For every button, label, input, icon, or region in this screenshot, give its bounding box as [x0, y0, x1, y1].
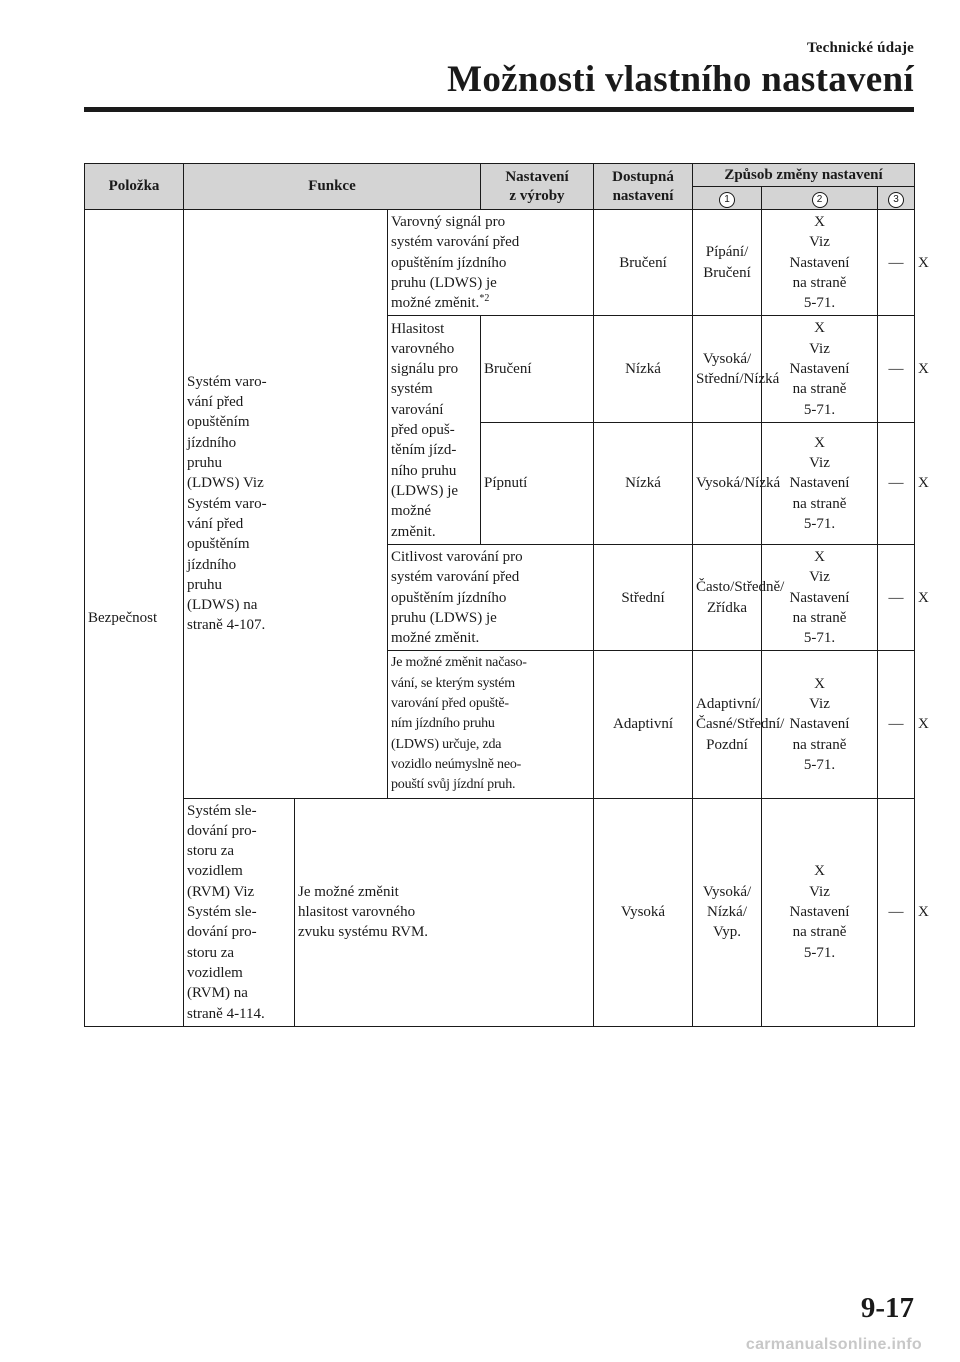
header-method: Způsob změny nastavení: [693, 164, 915, 187]
page-title: Možnosti vlastního nastavení: [447, 59, 914, 100]
function-cell: Je možné změnit načaso- vání, se kterým systém varování před opuště- ním jízdního pruhu (LDWS) určuje, zda vozidlo neúmyslně neo- pouští svůj jízdní pruh.: [388, 651, 594, 798]
footnote-mark: *2: [479, 293, 490, 305]
available-cell: Vysoká/Nízká: [693, 422, 762, 544]
method-1-cell: X Viz Nastavení na straně 5-71.: [762, 798, 878, 1026]
header-factory: Nastavení z výroby: [481, 164, 594, 210]
function-cell: Citlivost varování pro systém varování před opuštěním jízdního pruhu (LDWS) je možné změnit.: [388, 544, 594, 650]
circled-number-2-icon: 2: [812, 192, 828, 208]
watermark: carmanualsonline.info: [745, 1336, 922, 1353]
function-cell: [388, 210, 594, 316]
section-label: Technické údaje: [806, 40, 914, 56]
method-2-cell: —: [878, 651, 915, 798]
page-number: 9-17: [860, 1292, 914, 1324]
factory-cell: Adaptivní: [594, 651, 693, 798]
group-rvm: Systém sle- dování pro- storu za vozidlem (RVM) Viz Systém sle- dování pro- storu za vozidlem (RVM) na straně 4-114.: [184, 798, 295, 1026]
group-volume: Hlasitost varovného signálu pro systém varování před opuš- těním jízd- ního pruhu (LDWS) je možné změnit.: [388, 316, 481, 544]
method-1-cell: X Viz Nastavení na straně 5-71.: [762, 422, 878, 544]
available-cell: Pípání/ Bručení: [693, 210, 762, 316]
method-1-cell: X Viz Nastavení na straně 5-71.: [762, 316, 878, 422]
table-row: Hlasitost varovného signálu pro systém varování před opuš- těním jízd- ního pruhu (LDWS) je možné změnit. Bručení Nízká Vysoká/ Střední/Nízká X Viz Nastavení na straně 5-71. — X: [85, 316, 915, 422]
header-method-2: [762, 187, 878, 210]
table-row: Je možné změnit načaso- vání, se kterým systém varování před opuště- ním jízdního pruhu (LDWS) určuje, zda vozidlo neúmyslně neo- pouští svůj jízdní pruh. Adaptivní Adaptivní/ Časné/Střední/ Pozdní X Viz Nastavení na straně 5-71. — X: [85, 651, 915, 798]
function-cell: Bručení: [481, 316, 594, 422]
circled-number-3-icon: 3: [888, 192, 904, 208]
header-item: Položka: [85, 164, 184, 210]
table-row: Citlivost varování pro systém varování před opuštěním jízdního pruhu (LDWS) je možné změnit. Střední Často/Středně/ Zřídka X Viz Nastavení na straně 5-71. — X: [85, 544, 915, 650]
method-2-cell: —: [878, 544, 915, 650]
header-method-3: [878, 187, 915, 210]
header-function: Funkce: [184, 164, 481, 210]
table-row: Bezpečnost Systém varo- vání před opuštěním jízdního pruhu (LDWS) Viz Systém varo- vání před opuštěním jízdního pruhu (LDWS) na straně 4-107. Varovný signál pro systém varování před opuštěním jízdního pruhu (LDWS) je možné změnit.$^{*2}$ Bručení Pípání/ Bručení X Viz Nastavení na straně 5-71. — X: [85, 210, 915, 316]
header-method-1: [693, 187, 762, 210]
available-cell: Adaptivní/ Časné/Střední/ Pozdní: [693, 651, 762, 798]
available-cell: Často/Středně/ Zřídka: [693, 544, 762, 650]
method-2-cell: —: [878, 798, 915, 1026]
factory-cell: Vysoká: [594, 798, 693, 1026]
available-cell: Vysoká/ Střední/Nízká: [693, 316, 762, 422]
function-text: Varovný signál pro systém varování před opuštěním jízdního pruhu (LDWS) je možné změnit.: [391, 214, 520, 312]
item-cell: Bezpečnost: [85, 210, 184, 1027]
method-1-cell: X Viz Nastavení na straně 5-71.: [762, 544, 878, 650]
function-cell: Pípnutí: [481, 422, 594, 544]
method-2-cell: —: [878, 210, 915, 316]
method-2-cell: —: [878, 422, 915, 544]
header-available: Dostupná nastavení: [594, 164, 693, 210]
settings-table: [84, 163, 929, 1027]
group-ldws: Systém varo- vání před opuštěním jízdního pruhu (LDWS) Viz Systém varo- vání před opuštěním jízdního pruhu (LDWS) na straně 4-107.: [184, 210, 388, 799]
method-2-cell: —: [878, 316, 915, 422]
table-row: Systém sle- dování pro- storu za vozidlem (RVM) Viz Systém sle- dování pro- storu za vozidlem (RVM) na straně 4-114. Je možné změnit hlasitost varovného zvuku systému RVM. Vysoká Vysoká/ Nízká/ Vyp. X Viz Nastavení na straně 5-71. — X: [85, 798, 915, 1026]
factory-cell: Bručení: [594, 210, 693, 316]
title-rule: [84, 107, 914, 112]
available-cell: Vysoká/ Nízká/ Vyp.: [693, 798, 762, 1026]
factory-cell: Nízká: [594, 316, 693, 422]
factory-cell: Nízká: [594, 422, 693, 544]
method-1-cell: X Viz Nastavení na straně 5-71.: [762, 651, 878, 798]
table-row: Pípnutí Nízká Vysoká/Nízká X Viz Nastavení na straně 5-71. — X: [85, 422, 915, 544]
method-1-cell: X Viz Nastavení na straně 5-71.: [762, 210, 878, 316]
circled-number-1-icon: 1: [719, 192, 735, 208]
function-cell: Je možné změnit hlasitost varovného zvuku systému RVM.: [295, 798, 594, 1026]
factory-cell: Střední: [594, 544, 693, 650]
